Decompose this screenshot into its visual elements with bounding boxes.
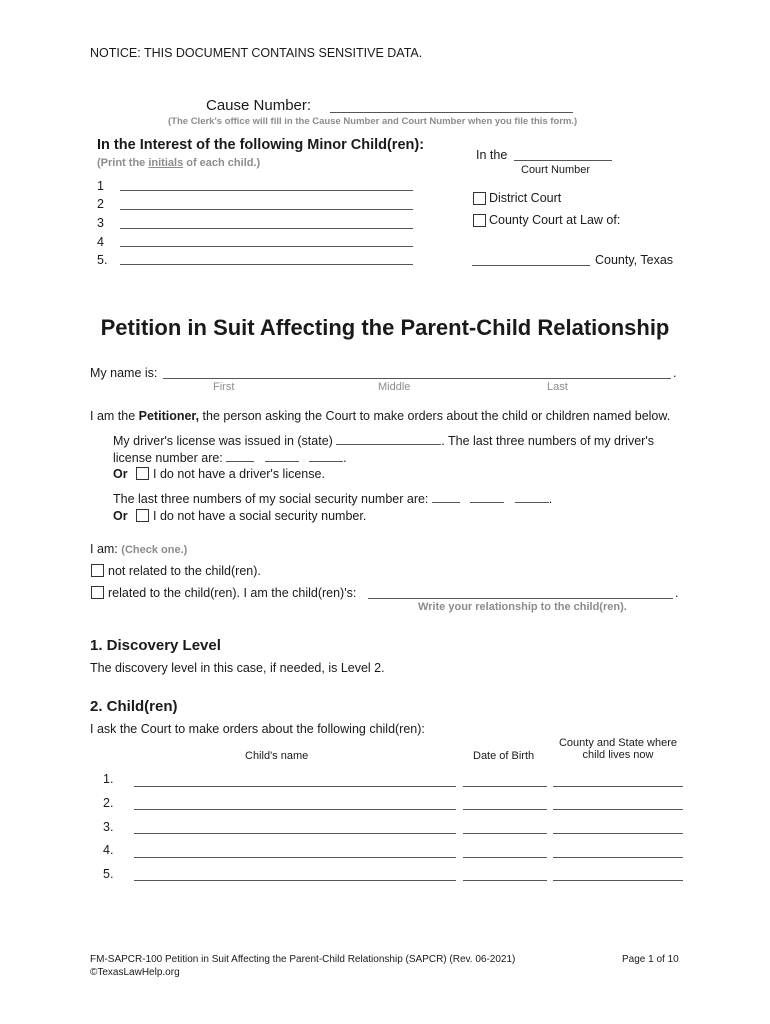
child-initials-number: 1 xyxy=(97,179,104,193)
child-row-number: 3. xyxy=(103,820,114,834)
not-related-label: not related to the child(ren). xyxy=(108,564,261,578)
county-texas-label: County, Texas xyxy=(595,253,674,267)
no-ssn-checkbox[interactable] xyxy=(136,509,149,522)
county-court-checkbox[interactable] xyxy=(473,214,486,227)
child-row-number: 1. xyxy=(103,772,114,786)
in-the-label: In the xyxy=(476,148,508,162)
county-name-field[interactable] xyxy=(472,265,590,266)
child-row-number: 4. xyxy=(103,843,114,857)
child-initials-number: 2 xyxy=(97,197,104,211)
relationship-caption: Write your relationship to the child(ren). xyxy=(418,601,627,613)
footer-copyright: ©TexasLawHelp.org xyxy=(90,967,180,978)
child-county-field[interactable] xyxy=(553,809,683,810)
child-dob-field[interactable] xyxy=(463,857,547,858)
child-name-field[interactable] xyxy=(134,809,456,810)
child-initials-field[interactable] xyxy=(120,190,413,191)
child-initials-number: 5. xyxy=(97,253,108,267)
court-number-caption: Court Number xyxy=(521,164,591,176)
child-row-number: 2. xyxy=(103,796,114,810)
relationship-period: . xyxy=(675,586,679,600)
cause-number-label: Cause Number: xyxy=(206,97,312,114)
district-court-label: District Court xyxy=(489,191,562,205)
section-discovery-heading: 1. Discovery Level xyxy=(90,637,221,654)
child-county-field[interactable] xyxy=(553,880,683,881)
i-am-label: I am: (Check one.) xyxy=(90,542,188,556)
ssn-or-label: Or xyxy=(113,509,128,523)
child-name-field[interactable] xyxy=(134,833,456,834)
petitioner-statement: I am the Petitioner, the person asking the Court to make orders about the child or children named below. xyxy=(90,409,671,423)
child-county-field[interactable] xyxy=(553,786,683,787)
license-state-line: My driver's license was issued in (state) . The last three numbers of my driver's xyxy=(113,434,654,448)
child-dob-field[interactable] xyxy=(463,809,547,810)
ssn-digit-field[interactable] xyxy=(470,491,504,503)
child-initials-field[interactable] xyxy=(120,228,413,229)
child-initials-field[interactable] xyxy=(120,209,413,210)
license-number-line: license number are: . xyxy=(113,451,347,465)
county-state-column-header: County and State where child lives now xyxy=(558,737,678,761)
ssn-digit-field[interactable] xyxy=(515,491,549,503)
cause-number-note: (The Clerk's office will fill in the Cause Number and Court Number when you file this form.) xyxy=(168,116,578,127)
no-ssn-label: I do not have a social security number. xyxy=(153,509,367,523)
child-dob-field[interactable] xyxy=(463,786,547,787)
sensitive-data-notice: NOTICE: THIS DOCUMENT CONTAINS SENSITIVE DATA. xyxy=(90,46,423,60)
license-or-label: Or xyxy=(113,467,128,481)
child-name-field[interactable] xyxy=(134,880,456,881)
footer-form-id: FM-SAPCR-100 Petition in Suit Affecting the Parent-Child Relationship (SAPCR) (Rev. 06-2021) xyxy=(90,954,516,965)
last-name-caption: Last xyxy=(547,381,568,393)
child-initials-number: 4 xyxy=(97,235,104,249)
county-court-label: County Court at Law of: xyxy=(489,213,621,227)
page-title: Petition in Suit Affecting the Parent-Child Relationship xyxy=(100,315,670,340)
child-name-field[interactable] xyxy=(134,786,456,787)
related-checkbox[interactable] xyxy=(91,586,104,599)
ssn-digit-field[interactable] xyxy=(432,491,460,503)
section-children-heading: 2. Child(ren) xyxy=(90,698,178,715)
child-county-field[interactable] xyxy=(553,833,683,834)
children-intro-text: I ask the Court to make orders about the following child(ren): xyxy=(90,722,425,736)
name-field[interactable] xyxy=(163,378,671,379)
discovery-level-text: The discovery level in this case, if needed, is Level 2. xyxy=(90,661,385,675)
child-initials-number: 3 xyxy=(97,216,104,230)
first-name-caption: First xyxy=(213,381,235,393)
no-license-label: I do not have a driver's license. xyxy=(153,467,325,481)
name-label: My name is: xyxy=(90,366,158,380)
name-period: . xyxy=(673,366,677,380)
cause-number-field[interactable] xyxy=(330,112,573,113)
license-state-field[interactable] xyxy=(336,433,441,445)
date-of-birth-column-header: Date of Birth xyxy=(473,750,535,762)
district-court-checkbox[interactable] xyxy=(473,192,486,205)
child-dob-field[interactable] xyxy=(463,833,547,834)
initials-instruction: (Print the initials of each child.) xyxy=(97,157,261,169)
relationship-field[interactable] xyxy=(368,598,673,599)
not-related-checkbox[interactable] xyxy=(91,564,104,577)
related-label: related to the child(ren). I am the child(ren)'s: xyxy=(108,586,357,600)
page-number: Page 1 of 10 xyxy=(622,954,679,965)
license-digit-field[interactable] xyxy=(265,450,299,462)
child-county-field[interactable] xyxy=(553,857,683,858)
child-name-field[interactable] xyxy=(134,857,456,858)
license-digit-field[interactable] xyxy=(309,450,343,462)
license-digit-field[interactable] xyxy=(226,450,254,462)
child-initials-field[interactable] xyxy=(120,246,413,247)
court-number-field[interactable] xyxy=(514,160,612,161)
ssn-line: The last three numbers of my social security number are: . xyxy=(113,492,553,506)
child-name-column-header: Child's name xyxy=(245,750,309,762)
child-dob-field[interactable] xyxy=(463,880,547,881)
no-license-checkbox[interactable] xyxy=(136,467,149,480)
middle-name-caption: Middle xyxy=(378,381,411,393)
child-initials-field[interactable] xyxy=(120,264,413,265)
child-row-number: 5. xyxy=(103,867,114,881)
minor-children-heading: In the Interest of the following Minor Child(ren): xyxy=(97,137,425,153)
